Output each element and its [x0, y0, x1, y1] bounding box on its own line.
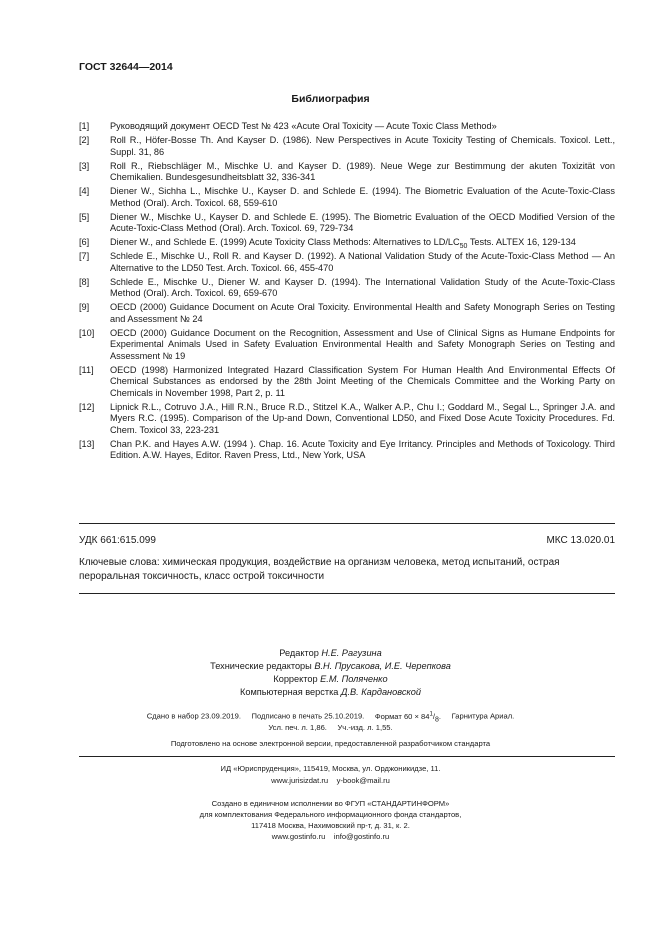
list-item: [79, 135, 615, 158]
tech-editors-line: [0, 660, 661, 673]
ref-text-part: Diener W., and Schlede E. (1999) Acute Toxicity Class Methods: Alternatives to LD/LC: [110, 237, 460, 247]
format: Формат $60 \times 84^1/_8$.: [374, 711, 441, 724]
corrector-label: Корректор: [273, 674, 318, 684]
ref-number: [2]: [79, 135, 90, 145]
publisher-address: ИД «Юриспруденция», 115419, Москва, ул. Орджоникидзе, 11.: [220, 764, 441, 773]
layout-label: Компьютерная верстка: [240, 687, 339, 697]
format-fraction-num: 1: [429, 711, 433, 717]
edition-sheets: Уч.-изд. л. 1,55.: [337, 723, 393, 732]
signed-date: Подписано в печать 25.10.2019.: [251, 711, 365, 721]
list-item: [79, 277, 615, 300]
ref-text: Roll R., Höfer-Bosse Th. And Kayser D. (1986). New Perspectives in Acute Toxicity Testing of Chemicals. Toxicol. Lett., Suppl. 31, 86: [110, 135, 615, 157]
tech-editors-names: В.Н. Прусакова, И.Е. Черепкова: [314, 661, 451, 671]
submitted-date: Сдано в набор 23.09.2019.: [146, 711, 241, 721]
tech-editors-label: Технические редакторы: [210, 661, 312, 671]
list-item: [79, 402, 615, 437]
print-sheets: Усл. печ. л. 1,86.: [268, 723, 327, 732]
bibliography-title: Библиография: [291, 93, 370, 105]
publisher-email[interactable]: y-book@mail.ru: [336, 776, 390, 785]
corrector-line: [0, 673, 661, 686]
staff-credits: [0, 647, 661, 699]
bibliography-list: [79, 121, 615, 464]
ref-number: [8]: [79, 276, 90, 287]
editor-line: [0, 647, 661, 660]
list-item: [79, 302, 615, 325]
publisher-contacts: [0, 775, 661, 786]
list-item: [79, 439, 615, 462]
ref-number: [5]: [79, 211, 90, 222]
mks-code: МКС 13.020.01: [546, 535, 615, 546]
producer-email[interactable]: info@gostinfo.ru: [333, 832, 390, 841]
producer-line-1: Создано в единичном исполнении во ФГУП «СТАНДАРТИНФОРМ»: [211, 799, 450, 808]
editor-name: Н.Е. Рагузина: [321, 648, 382, 658]
print-info-line-1: [0, 709, 661, 722]
list-item: [79, 251, 615, 274]
producer-website[interactable]: www.gostinfo.ru: [271, 832, 326, 841]
list-item: [79, 161, 615, 184]
ref-number: [11]: [79, 364, 94, 375]
ref-text: OECD (2000) Guidance Document on the Recognition, Assessment and Use of Clinical Signs as Humane Endpoints for Experimental Animals Used in Safety Evaluation Environmental Health and Safety Monograph Series on Testing and Assessment № 19: [110, 327, 615, 361]
publisher-divider: [79, 756, 615, 757]
format-fraction-den: 8: [434, 716, 439, 724]
ref-number: [12]: [79, 401, 95, 412]
editor-label: Редактор: [279, 648, 319, 658]
corrector-name: Е.М. Поляченко: [320, 674, 388, 684]
list-item: [79, 237, 615, 249]
keywords: Ключевые слова: химическая продукция, воздействие на организм человека, метод испытаний, острая пероральная токсичность, класс острой токсичности: [79, 557, 560, 582]
layout-line: [0, 686, 661, 699]
ref-number: [1]: [79, 121, 90, 131]
ref-number: [7]: [79, 251, 90, 261]
ref-text: Diener W., Sichha L., Mischke U., Kayser D. and Schlede E. (1994). The Biometric Evaluation of the Acute-Toxic-Class Method (Oral). Arch. Toxicol. 68, 559-610: [110, 186, 615, 208]
format-prefix: Формат 60 × 84: [374, 711, 430, 721]
list-item: [79, 328, 615, 363]
ref-number: [13]: [79, 438, 95, 449]
list-item: [79, 186, 615, 209]
ref-number: [3]: [79, 160, 90, 171]
ref-number: [9]: [79, 302, 90, 312]
list-item: [79, 121, 615, 133]
producer-address: 117418 Москва, Нахимовский пр-т, д. 31, к. 2.: [251, 821, 410, 830]
ref-text: [110, 237, 615, 249]
typeface: Гарнитура Ариал.: [451, 711, 515, 721]
bottom-divider: [79, 593, 615, 594]
producer-contacts: [0, 831, 661, 842]
ref-text: OECD (1998) Harmonized Integrated Hazard Classification System For Human Health And Environmental Effects Of Chemical Substances as endorsed by the 28th Joint Meeting of the Chemicals Committee and the Working Party on Chemicals in November 1998, Part 2, p. 11: [110, 364, 615, 398]
list-item: [79, 212, 615, 235]
top-divider: [79, 523, 615, 524]
ref-text: OECD (2000) Guidance Document on Acute Oral Toxicity. Environmental Health and Safety Monograph Series on Testing and Assessment № 24: [110, 302, 615, 324]
standard-header: ГОСТ 32644—2014: [79, 61, 173, 73]
ref-text: Diener W., Mischke U., Kayser D. and Schlede E. (1995). The Biometric Evaluation of the OECD Modified Version of the Acute-Toxic-Class Method (Oral). Arch. Toxicol. 69, 729-734: [110, 211, 615, 233]
format-suffix: .: [438, 711, 441, 721]
ref-text: Roll R., Riebschläger M., Mischke U. and Kayser D. (1989). Neue Wege zur Bestimmung der akuten Toxizität von Chemikalien. Bundesgesundheitsblatt 32, 336-341: [110, 160, 615, 182]
publisher-website[interactable]: www.jurisizdat.ru: [271, 776, 329, 785]
udk-code: УДК 661:615.099: [79, 535, 156, 546]
layout-name: Д.В. Кардановской: [340, 687, 421, 697]
ref-text: Schlede E., Mischke U., Roll R. and Kayser D. (1992). A National Validation Study of the Acute-Toxic-Class Method — An Alternative to the LD50 Test. Arch. Toxicol. 66, 455-470: [110, 251, 615, 273]
producer-line-2: для комплектования Федерального информационного фонда стандартов,: [199, 810, 462, 819]
list-item: [79, 365, 615, 400]
ref-number: [6]: [79, 237, 90, 247]
ref-text: Schlede E., Mischke U., Diener W. and Kayser D. (1994). The International Validation Study of the Acute-Toxic-Class Method (Oral). Arch. Toxicol. 69, 659-670: [110, 276, 615, 298]
ref-text: Chan P.K. and Hayes A.W. (1994 ). Chap. 16. Acute Toxicity and Eye Irritancy. Principles and Methods of Toxicology. Third Edition. A.W. Hayes, Editor. Raven Press, Ltd., New York, USA: [110, 438, 615, 460]
print-info-line-2: [0, 722, 661, 733]
ref-text: Lipnick R.L., Cotruvo J.A., Hill R.N., Bruce R.D., Stitzel K.A., Walker A.P., Chu I.; Goddard M., Segal L., Springer J.A. and Myers R.C. (1995). Comparison of the Up-and Down, Conventional LD50, and Fixed Dose Acute Toxicity Procedures. Fd. Chem. Toxicol 33, 223-231: [110, 401, 615, 435]
ref-subscript: 50: [459, 242, 468, 250]
ref-number: [10]: [79, 327, 95, 338]
prepared-note: Подготовлено на основе электронной версии, предоставленной разработчиком стандарта: [170, 739, 491, 748]
ref-text: Руководящий документ OECD Test № 423 «Acute Oral Toxicity — Acute Toxic Class Method»: [110, 121, 497, 131]
ref-text-part: Tests. ALTEX 16, 129-134: [467, 237, 576, 247]
ref-number: [4]: [79, 186, 90, 196]
